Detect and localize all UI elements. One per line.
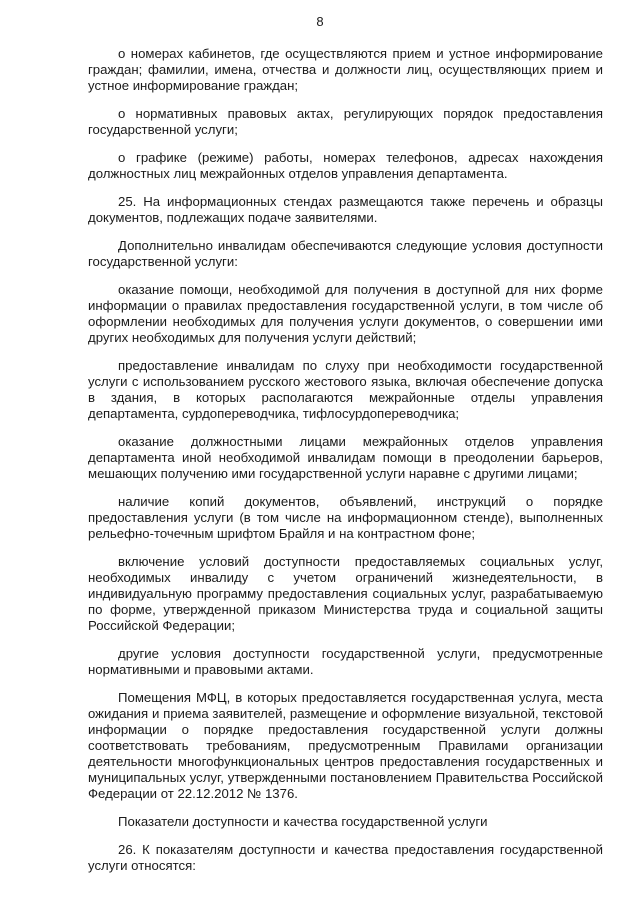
- paragraph-officials-assistance: оказание должностными лицами межрайонных отделов управления департамента иной необходимой инвалидам помощи в преодолении барьеров, мешающих получению ими государственной услуги наравне с другими лицами;: [88, 434, 603, 481]
- paragraph-individual-program: включение условий доступности предоставляемых социальных услуг, необходимых инвалиду с учетом ограничений жизнедеятельности, в индивидуальную программу предоставления социальных услуг, разрабатываемую по форме, утвержденной приказом Министерства труда и социальной защиты Российской Федерации;: [88, 554, 603, 633]
- paragraph-other-conditions: другие условия доступности государственной услуги, предусмотренные нормативными и правовыми актами.: [88, 646, 603, 677]
- paragraph-mfc-premises: Помещения МФЦ, в которых предоставляется государственная услуга, места ожидания и приема заявителей, размещение и оформление визуальной, текстовой информации о порядке предоставления государственной услуги должны соответствовать требованиям, предусмотренным Правилами организации деятельности многофункциональных центров предоставления государственных и муниципальных услуг, утвержденными постановлением Правительства Российской Федерации от 22.12.2012 № 1376.: [88, 690, 603, 801]
- paragraph-cabinet-numbers: о номерах кабинетов, где осуществляются прием и устное информирование граждан; фамилии, имена, отчества и должности лиц, осуществляющих прием и устное информирование граждан;: [88, 46, 603, 93]
- paragraph-braille-documents: наличие копий документов, объявлений, инструкций о порядке предоставления услуги (в том числе на информационном стенде), выполненных рельефно-точечным шрифтом Брайля и на контрастном фоне;: [88, 494, 603, 541]
- section-heading-accessibility-indicators: Показатели доступности и качества государственной услуги: [118, 814, 488, 829]
- paragraph-work-schedule: о графике (режиме) работы, номерах телефонов, адресах нахождения должностных лиц межрайонных отделов управления департамента.: [88, 150, 603, 181]
- paragraph-sign-language: предоставление инвалидам по слуху при необходимости государственной услуги с использованием русского жестового языка, включая обеспечение допуска в здания, в которых располагаются межрайонные отделы управления департамента, сурдопереводчика, тифлосурдопереводчика;: [88, 358, 603, 421]
- paragraph-legal-acts: о нормативных правовых актах, регулирующих порядок предоставления государственной услуги;: [88, 106, 603, 137]
- paragraph-25-info-stands: 25. На информационных стендах размещаются также перечень и образцы документов, подлежащих подаче заявителями.: [88, 194, 603, 225]
- page-number: 8: [316, 14, 324, 29]
- paragraph-assistance-information: оказание помощи, необходимой для получения в доступной для них форме информации о правилах предоставления государственной услуги, в том числе об оформлении необходимых для получения услуги документов, о совершении ими других необходимых для получения услуги действий;: [88, 282, 603, 345]
- paragraph-disability-conditions-intro: Дополнительно инвалидам обеспечиваются следующие условия доступности государственной услуги:: [88, 238, 603, 269]
- document-body: [88, 46, 603, 886]
- paragraph-26-indicators: 26. К показателям доступности и качества предоставления государственной услуги относятся:: [88, 842, 603, 873]
